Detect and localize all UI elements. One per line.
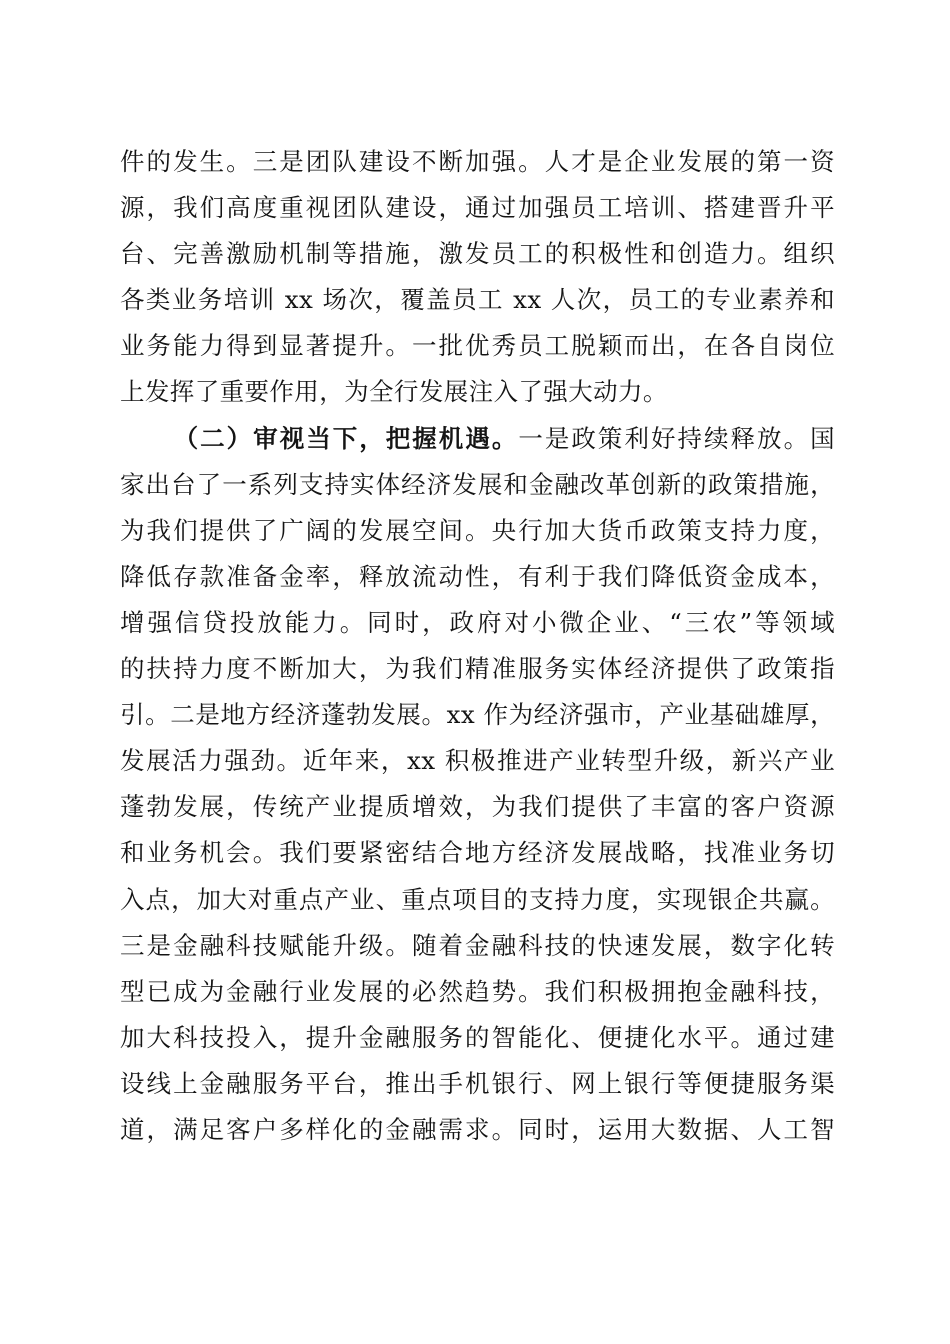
text-line: 源，我们高度重视团队建设，通过加强员工培训、搭建晋升平: [120, 193, 835, 223]
text-line: 型已成为金融行业发展的必然趋势。我们积极拥抱金融科技，: [120, 976, 835, 1006]
text-line: 发展活力强劲。近年来，xx 积极推进产业转型升级，新兴产业: [120, 746, 835, 776]
text-line: 引。二是地方经济蓬勃发展。xx 作为经济强市，产业基础雄厚，: [120, 700, 835, 730]
text-line: 三是金融科技赋能升级。随着金融科技的快速发展，数字化转: [120, 930, 835, 960]
text-line: 为我们提供了广阔的发展空间。央行加大货币政策支持力度，: [120, 515, 835, 545]
heading-continuation-text: 一是政策利好持续释放。国: [518, 423, 835, 453]
text-line: 业务能力得到显著提升。一批优秀员工脱颖而出，在各自岗位: [120, 331, 835, 361]
text-line: 家出台了一系列支持实体经济发展和金融改革创新的政策措施，: [120, 469, 835, 499]
paragraph-start-line: [120, 416, 835, 462]
text-line: 加大科技投入，提升金融服务的智能化、便捷化水平。通过建: [120, 1022, 835, 1052]
text-line: 和业务机会。我们要紧密结合地方经济发展战略，找准业务切: [120, 838, 835, 868]
body-text: [120, 139, 835, 1153]
text-line: 设线上金融服务平台，推出手机银行、网上银行等便捷服务渠: [120, 1068, 835, 1098]
text-line: 件的发生。三是团队建设不断加强。人才是企业发展的第一资: [120, 147, 835, 176]
text-line: 道，满足客户多样化的金融需求。同时，运用大数据、人工智: [120, 1114, 835, 1144]
text-line: 降低存款准备金率，释放流动性，有利于我们降低资金成本，: [120, 561, 835, 591]
text-line: 上发挥了重要作用，为全行发展注入了强大动力。: [120, 377, 668, 407]
text-line: 的扶持力度不断加大，为我们精准服务实体经济提供了政策指: [120, 654, 835, 684]
text-line: 入点，加大对重点产业、重点项目的支持力度，实现银企共赢。: [120, 884, 835, 914]
text-line: 台、完善激励机制等措施，激发员工的积极性和创造力。组织: [120, 239, 835, 269]
text-line: 蓬勃发展，传统产业提质增效，为我们提供了丰富的客户资源: [120, 792, 835, 822]
text-line: 各类业务培训 xx 场次，覆盖员工 xx 人次，员工的专业素养和: [120, 285, 835, 315]
text-line: 增强信贷投放能力。同时，政府对小微企业、“三农”等领域: [120, 607, 835, 637]
section-heading: （二）审视当下，把握机遇。: [172, 423, 519, 453]
